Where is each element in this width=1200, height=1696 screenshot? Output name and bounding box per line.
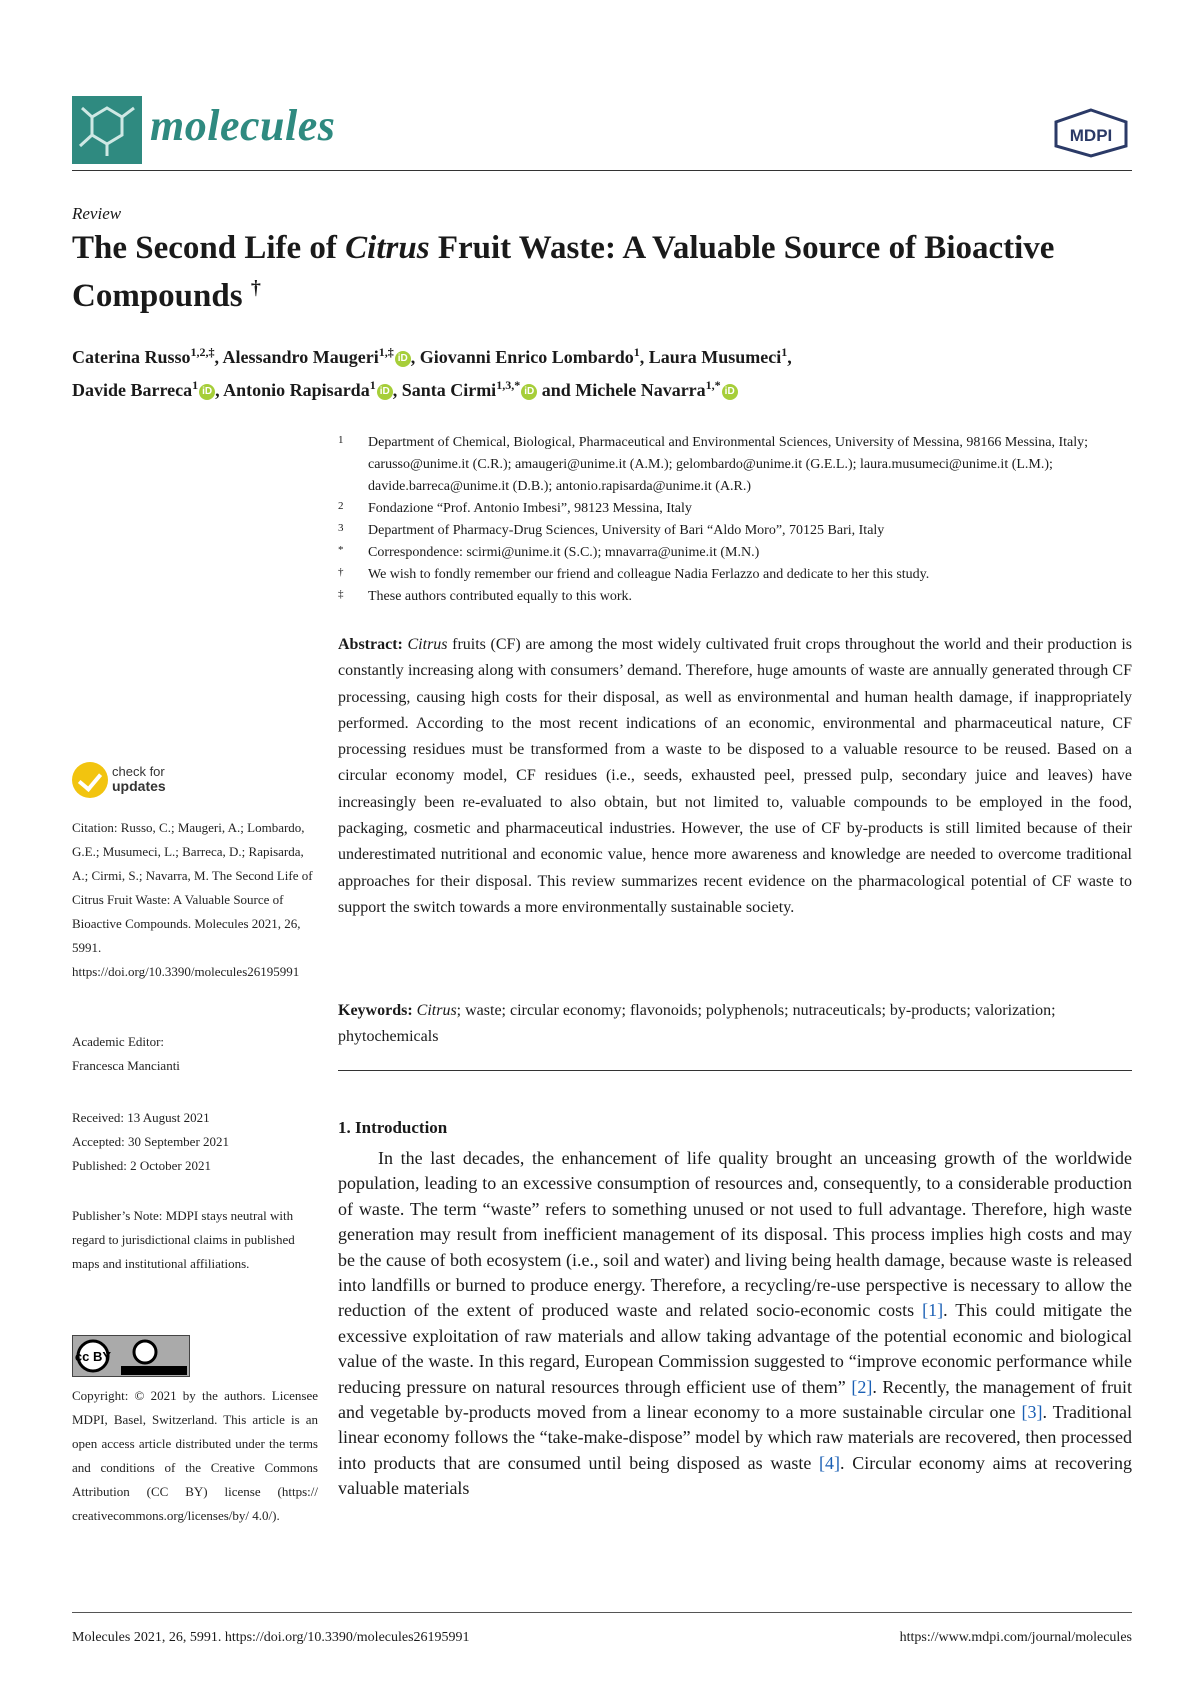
mdpi-logo bbox=[1052, 108, 1130, 158]
journal-name: molecules bbox=[150, 101, 336, 150]
copyright-notice: Copyright: © 2021 by the authors. Licensee MDPI, Basel, Switzerland. This article is an open access article distributed under the terms and conditions of the Creative Commons Attribution (CC BY) license (https:// creativecommons.org/licenses/by/ 4.0/). bbox=[72, 1388, 318, 1523]
affiliation-marker: ‡ bbox=[338, 588, 344, 600]
affiliations bbox=[338, 432, 1138, 608]
affiliation-text: We wish to fondly remember our friend and colleague Nadia Ferlazzo and dedicate to her this study. bbox=[368, 567, 930, 582]
orcid-icon[interactable]: iD bbox=[521, 384, 537, 400]
author-affiliation-marker: 1 bbox=[633, 345, 640, 359]
orcid-icon[interactable]: iD bbox=[722, 384, 738, 400]
abstract: Abstract: Citrus fruits (CF) are among the most widely cultivated fruit crops throughout the world and their production is constantly increasing along with consumers’ demand. Therefore, huge amounts of waste are annually generated through CF processing, causing high costs for their disposal, as well as environmental and human health damage, if inappropriately performed. According to the most recent indications of an economic, environmental and pharmaceutical nature, CF processing residues must be transformed from a waste to be disposed to a valuable resource to be reused. Based on a circular economy model, CF residues (i.e., seeds, exhausted peel, pressed pulp, secondary juice and leaves) have increasingly been re-evaluated to also obtain, but not limited to, valuable compounds to be employed in the food, packaging, cosmetic and pharmaceutical industries. However, the use of CF by-products is still limited because of their underestimated nutritional and economic value, hence more awareness and knowledge are needed to overcome traditional approaches for their disposal. This review summarizes recent evidence on the pharmacological potential of CF waste to support the switch towards a more environmentally sustainable society. bbox=[338, 636, 1133, 916]
affiliation-marker: 3 bbox=[338, 522, 344, 534]
abstract-text: fruits (CF) are among the most widely cultivated fruit crops throughout the world and their production is constantly increasing along with consumers’ demand. Therefore, huge amounts of waste are annually generated through CF processing, causing high costs for their disposal, as well as environmental and human health damage, if inappropriately performed. According to the most recent indications of an economic, environmental and pharmaceutical nature, CF processing residues must be transformed from a waste to be disposed to a valuable resource to be reused. Based on a circular economy model, CF residues (i.e., seeds, exhausted peel, pressed pulp, secondary juice and leaves) have increasingly been re-evaluated to also obtain, but not limited to, valuable compounds to be employed in the food, packaging, cosmetic and pharmaceutical industries. However, the use of CF by-products is still limited because of their underestimated nutritional and economic value, hence more awareness and knowledge are needed to overcome traditional approaches for their disposal. This review summarizes recent evidence on the pharmacological potential of CF waste to support the switch towards a more environmentally sustainable society. bbox=[338, 636, 1133, 916]
affiliation-text: Department of Pharmacy-Drug Sciences, University of Bari “Aldo Moro”, 70125 Bari, Italy bbox=[368, 523, 885, 538]
header-divider bbox=[72, 170, 1132, 171]
author-name: Santa Cirmi bbox=[401, 380, 497, 400]
affiliation-item bbox=[338, 542, 1138, 564]
orcid-icon[interactable]: iD bbox=[377, 384, 393, 400]
author-name: Michele Navarra bbox=[575, 380, 706, 400]
affiliation-text: Fondazione “Prof. Antonio Imbesi”, 98123 Messina, Italy bbox=[368, 501, 692, 516]
author-name: Alessandro Maugeri bbox=[222, 347, 379, 367]
publication-dates bbox=[72, 1106, 318, 1178]
author-affiliation-marker: 1 bbox=[192, 378, 199, 392]
svg-text:cc BY: cc BY bbox=[74, 1349, 112, 1364]
cc-by-license-badge[interactable] bbox=[72, 1335, 190, 1377]
keywords-label: Keywords: bbox=[338, 1002, 413, 1019]
academic-editor-name: Francesca Mancianti bbox=[72, 1058, 180, 1073]
affiliation-marker: * bbox=[338, 544, 344, 556]
citation: Citation: Russo, C.; Maugeri, A.; Lombardo, G.E.; Musumeci, L.; Barreca, D.; Rapisarda, A.; Cirmi, S.; Navarra, M. The Second Life of Citrus Fruit Waste: A Valuable Source of Bioactive Compounds. Molecules 2021, 26, 5991. https://doi.org/10.3390/molecules26195991 bbox=[72, 820, 313, 979]
footer-divider bbox=[72, 1612, 1132, 1613]
author-affiliation-marker: 1,‡ bbox=[378, 345, 394, 359]
author-name: Giovanni Enrico Lombardo bbox=[419, 347, 634, 367]
check-updates-label: check for bbox=[112, 764, 165, 779]
publishers-note: Publisher’s Note: MDPI stays neutral with regard to jurisdictional claims in published maps and institutional affiliations. bbox=[72, 1208, 295, 1271]
section-divider bbox=[338, 1070, 1132, 1071]
affiliation-text: Department of Chemical, Biological, Pharmaceutical and Environmental Sciences, University of Messina, 98166 Messina, Italy; carusso@unime.it (C.R.); amaugeri@unime.it (A.M.); gelombardo@unime.it (G.E.L.); laura.musumeci@unime.it (L.M.); davide.barreca@unime.it (D.B.); antonio.rapisarda@unime.it (A.R.) bbox=[368, 435, 1089, 494]
affiliation-marker: † bbox=[338, 566, 344, 578]
check-updates-sublabel: updates bbox=[112, 778, 166, 794]
author-name: Davide Barreca bbox=[72, 380, 193, 400]
author-affiliation-marker: 1,3,* bbox=[496, 378, 521, 392]
reference-link[interactable]: [3] bbox=[1021, 1402, 1043, 1423]
molecule-structure-icon bbox=[72, 96, 142, 164]
affiliation-marker: 2 bbox=[338, 500, 344, 512]
affiliation-item bbox=[338, 564, 1138, 586]
affiliation-item bbox=[338, 432, 1138, 498]
orcid-icon[interactable]: iD bbox=[395, 351, 411, 367]
section-heading: 1. Introduction bbox=[338, 1118, 448, 1137]
footer-journal-url[interactable]: https://www.mdpi.com/journal/molecules bbox=[899, 1630, 1132, 1645]
keywords: Keywords: Citrus; waste; circular economy; flavonoids; polyphenols; nutraceuticals; by-products; valorization; phytochemicals bbox=[338, 1002, 1056, 1046]
abstract-label: Abstract: bbox=[338, 636, 403, 653]
received-date: Received: 13 August 2021 bbox=[72, 1110, 210, 1125]
introduction-paragraph: In the last decades, the enhancement of life quality brought an unceasing growth of the worldwide population, leading to an excessive consumption of resources and, consequently, to a considerable production of waste. The term “waste” refers to something unused or not used to full advantage. Therefore, high waste generation may result from inefficient management of its disposal. This process implies high costs and may be the cause of both ecosystem (i.e., soil and water) and living being health damage, because waste is released into landfills or burned to produce energy. Therefore, a recycling/re-use perspective is necessary to allow the reduction of the extent of produced waste and related socio-economic costs [1]. This could mitigate the excessive exploitation of raw materials and allow taking advantage of the potential economic and biological value of the waste. In this regard, European Commission suggested to “improve economic performance while reducing pressure on natural resources through efficient use of them” [2]. Recently, the management of fruit and vegetable by-products moved from a linear economy to a more sustainable circular one [3]. Traditional linear economy follows the “take-make-dispose” model by which raw materials are recovered, then processed into products that are consumed until being disposed as waste [4]. Circular economy aims at recovering valuable materials bbox=[338, 1148, 1132, 1499]
author-name: Antonio Rapisarda bbox=[223, 380, 370, 400]
author-affiliation-marker: 1,2,‡ bbox=[190, 345, 215, 359]
affiliation-item bbox=[338, 498, 1138, 520]
checkmark-icon bbox=[72, 762, 108, 798]
affiliation-item bbox=[338, 520, 1138, 542]
published-date: Published: 2 October 2021 bbox=[72, 1158, 212, 1173]
footer-citation: Molecules 2021, 26, 5991. https://doi.org/10.3390/molecules26195991 bbox=[72, 1630, 470, 1645]
reference-link[interactable]: [2] bbox=[851, 1376, 873, 1397]
svg-text:MDPI: MDPI bbox=[1069, 126, 1113, 145]
orcid-icon[interactable]: iD bbox=[199, 384, 215, 400]
reference-link[interactable]: [4] bbox=[819, 1452, 841, 1473]
academic-editor bbox=[72, 1030, 318, 1078]
keywords-text: ; waste; circular economy; flavonoids; polyphenols; nutraceuticals; by-products; valorization; phytochemicals bbox=[338, 1002, 1056, 1046]
author-list: Caterina Russo$^{1,2,\ddagger}$, Alessandro Maugeri$^{1,\ddagger}$ iD , Giovanni Enrico Lombardo$^1$, Laura Musumeci$^1$, Davide Barreca$^1$ iD , Antonio Rapisarda$^1$ iD , Santa Cirmi$^{1,3,*}$ iD and Michele Navarra$^{1,*}$ iD bbox=[72, 345, 792, 400]
reference-link[interactable]: [1] bbox=[922, 1300, 944, 1321]
accepted-date: Accepted: 30 September 2021 bbox=[72, 1134, 230, 1149]
author-name: Caterina Russo bbox=[72, 347, 191, 367]
author-affiliation-marker: 1 bbox=[781, 345, 788, 359]
affiliation-text: Correspondence: scirmi@unime.it (S.C.); mnavarra@unime.it (M.N.) bbox=[368, 545, 760, 560]
affiliation-marker: 1 bbox=[338, 434, 344, 446]
author-name: Laura Musumeci bbox=[648, 347, 782, 367]
academic-editor-label: Academic Editor: bbox=[72, 1034, 165, 1049]
author-affiliation-marker: 1 bbox=[369, 378, 376, 392]
article-type: Review bbox=[72, 204, 122, 223]
author-affiliation-marker: 1,* bbox=[705, 378, 721, 392]
affiliation-text: These authors contributed equally to this work. bbox=[368, 589, 632, 604]
check-for-updates-button[interactable] bbox=[72, 762, 212, 802]
article-title: The Second Life of Citrus Fruit Waste: A Valuable Source of Bioactive Compounds † bbox=[72, 230, 1055, 314]
affiliation-item bbox=[338, 586, 1138, 608]
